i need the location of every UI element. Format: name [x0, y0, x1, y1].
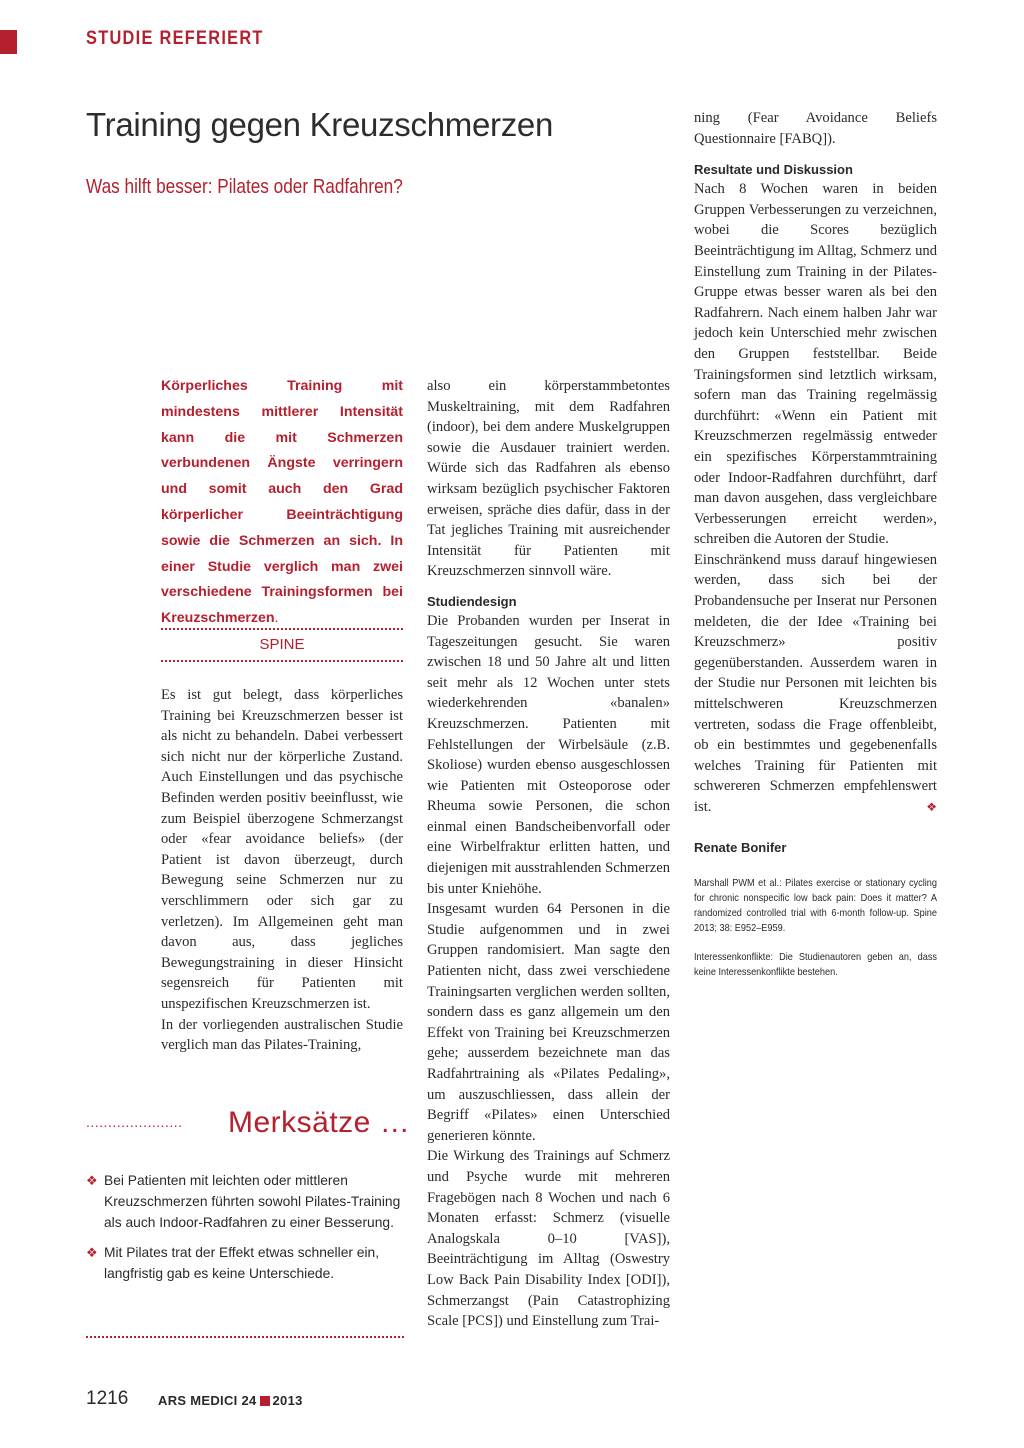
merksaetze-leader: ...................... [86, 1114, 183, 1130]
article-title: Training gegen Kreuzschmerzen [86, 106, 553, 143]
column-1 [161, 685, 403, 1056]
body-paragraph: Nach 8 Wochen waren in beiden Gruppen Verbesserungen zu verzeichnen, wobei die Scores bezüglich Beeinträchtigung im Alltag, Schmerz und Einstellung zum Training in der Pilates-Gruppe etwas besser waren als bei den Radfahrern. Nach einem halben Jahr war jedoch kein Unterschied mehr zwischen den Gruppen feststellbar. Beide Trainingsformen sind letztlich wirksam, sofern man das Training regelmässig durchführt: «Wenn ein Patient mit Kreuzschmerzen regelmässig entweder ein spezifisches Körperstammtraining oder Indoor-Radfahren durchführt, darf man davon ausgehen, dass vergleichbare Verbesserungen erreicht werden», schreiben die Autoren der Studie. [694, 181, 937, 548]
magazine-name: ARS MEDICI 24 [158, 1393, 257, 1408]
body-paragraph: Insgesamt wurden 64 Personen in die Studie aufgenommen und in zwei Gruppen randomisiert. Man sagte den Patienten nicht, dass zwei verschiedene Trainingsarten verglichen werden sollten, sondern dass es ganz allgemein um den Effekt von Training bei Kreuzschmerzen gehe; ausserdem bezeichnete man das Radfahrtraining als «Pilates Pedaling», um auszuschliessen, dass allein der Begriff «Pilates» einen Unterschied generieren könnte. [427, 901, 670, 1144]
column-3 [694, 108, 937, 980]
square-separator-icon [260, 1396, 270, 1406]
body-paragraph [694, 550, 937, 818]
article-subtitle: Was hilft besser: Pilates oder Radfahren? [86, 176, 403, 198]
lead-text: Körperliches Training mit mindestens mittlerer Intensität kann die mit Schmerzen verbundenen Ängste verringern und somit auch den Grad körperlicher Beeinträchtigung sowie die Schmerzen an sich. In einer Studie verglich man zwei verschiedene Trainingsformen bei Kreuzschmerzen [161, 378, 403, 627]
divider-top [161, 628, 403, 630]
list-item-content [104, 1170, 404, 1233]
section-label: STUDIE REFERIERT [86, 28, 264, 49]
lead-end: . [274, 610, 279, 627]
list-item-end: . [330, 1266, 335, 1281]
list-item-end: . [390, 1215, 394, 1230]
body-paragraph-text: Einschränkend muss darauf hingewiesen werden, dass sich bei der Probandensuche per Inserat nur Personen meldeten, die der Idee «Training bei Kreuzschmerz» positiv gegenüberstanden. Ausserdem waren in der Studie nur Personen mit leichten bis mittelschweren Kreuzschmerzen vertreten, sodass die Frage offenbleibt, ob ein bestimmtes und gegebenenfalls welches Training für Patienten mit schwereren Schmerzen empfehlenswert ist. [694, 551, 937, 815]
section-heading-results: Resultate und Diskussion [694, 162, 853, 178]
section-heading-design: Studiendesign [427, 593, 517, 609]
body-paragraph: ning (Fear Avoidance Beliefs Questionnaire [FABQ]). [694, 110, 937, 147]
merksaetze-list [86, 1170, 404, 1293]
page-number: 1216 [86, 1388, 129, 1409]
diamond-bullet-icon: ❖ [86, 1245, 98, 1260]
magazine-info [158, 1393, 303, 1408]
list-item [86, 1170, 404, 1233]
end-mark-icon: ❖ [926, 800, 937, 814]
column-2 [427, 376, 670, 1332]
body-paragraph: Die Probanden wurden per Inserat in Tageszeitungen gesucht. Sie waren zwischen 18 und 50 Jahre alt und litten seit mehr als 12 Wochen unter stets wiederkehrenden «banalen» Kreuzschmerzen. Patienten mit Fehlstellungen der Wirbelsäule (z.B. Skoliose) wurden ebenso ausgeschlossen wie Patienten mit Osteoporose oder Rheuma sowie Personen, die schon einmal einen Bandscheibenvorfall oder eine Wirbelfraktur erlitten hatten, und diejenigen mit ausstrahlenden Schmerzen bis unter Kniehöhe. [427, 612, 670, 897]
body-paragraph: also ein körperstammbetontes Muskeltraining, mit dem Radfahren (indoor), bei dem andere Muskelgruppen sowie die Ausdauer trainiert werden. Würde sich das Radfahren als ebenso wirksam bezüglich psychischer Faktoren erweisen, spräche dies dafür, dass in der Tat jegliches Training mit ausreichender Intensität für Patienten mit Kreuzschmerzen sinnvoll wäre. [427, 378, 670, 580]
divider-bottom [161, 660, 403, 662]
list-item-text: Bei Patienten mit leichten oder mittleren Kreuzschmerzen führten sowohl Pilates-Training als auch Indoor-Radfahren zu einer Besserung [104, 1173, 401, 1230]
body-paragraph: Die Wirkung des Trainings auf Schmerz und Psyche wurde mit mehreren Fragebögen nach 8 Wochen und nach 6 Monaten erfasst: Schmerz (visuelle Analogskala 0–10 [VAS]), Beeinträchtigung im Alltag (Oswestry Low Back Pain Disability Index [ODI]), Schmerzangst (Pain Catastrophizing Scale [PCS]) und Einstellung zum Trai- [427, 1148, 670, 1330]
section-color-block [0, 30, 17, 54]
merksaetze-title: Merksätze … [228, 1106, 411, 1139]
body-paragraph: Es ist gut belegt, dass körperliches Training bei Kreuzschmerzen besser ist als nicht zu behandeln. Dabei verbessert sich nicht nur der körperliche Zustand. Auch Einstellungen und das psychische Befinden werden positiv beeinflusst, wie zum Beispiel überzogene Schmerzangst oder «fear avoidance beliefs» (der Patient ist davon überzeugt, durch Bewegung seine Schmerzen nur zu verschlimmern oder sich gar zu verletzen). Im Allgemeinen geht man davon aus, dass jegliches Bewegungstraining in dieser Hinsicht segensreich für Patienten mit unspezifischen Kreuzschmerzen ist. [161, 687, 403, 1012]
lead-paragraph [161, 374, 403, 632]
diamond-bullet-icon: ❖ [86, 1173, 98, 1188]
conflict-statement: Interessenkonflikte: Die Studienautoren geben an, dass keine Interessenkonflikte bestehen. [694, 952, 937, 979]
list-item [86, 1242, 404, 1284]
merksaetze-divider [86, 1336, 404, 1338]
reference-citation: Marshall PWM et al.: Pilates exercise or stationary cycling for chronic nonspecific low back pain: Does it matter? A randomized controlled trial with 6-month follow-up. Spine 2013; 38: E952–E959. [694, 878, 937, 935]
list-item-content [104, 1242, 404, 1284]
source-label: SPINE [259, 636, 305, 653]
body-paragraph: In der vorliegenden australischen Studie verglich man das Pilates-Training, [161, 1016, 403, 1054]
author-name: Renate Bonifer [694, 839, 787, 855]
magazine-year: 2013 [272, 1393, 303, 1408]
list-item-text: Mit Pilates trat der Effekt etwas schneller ein, langfristig gab es keine Unterschiede [104, 1245, 380, 1281]
